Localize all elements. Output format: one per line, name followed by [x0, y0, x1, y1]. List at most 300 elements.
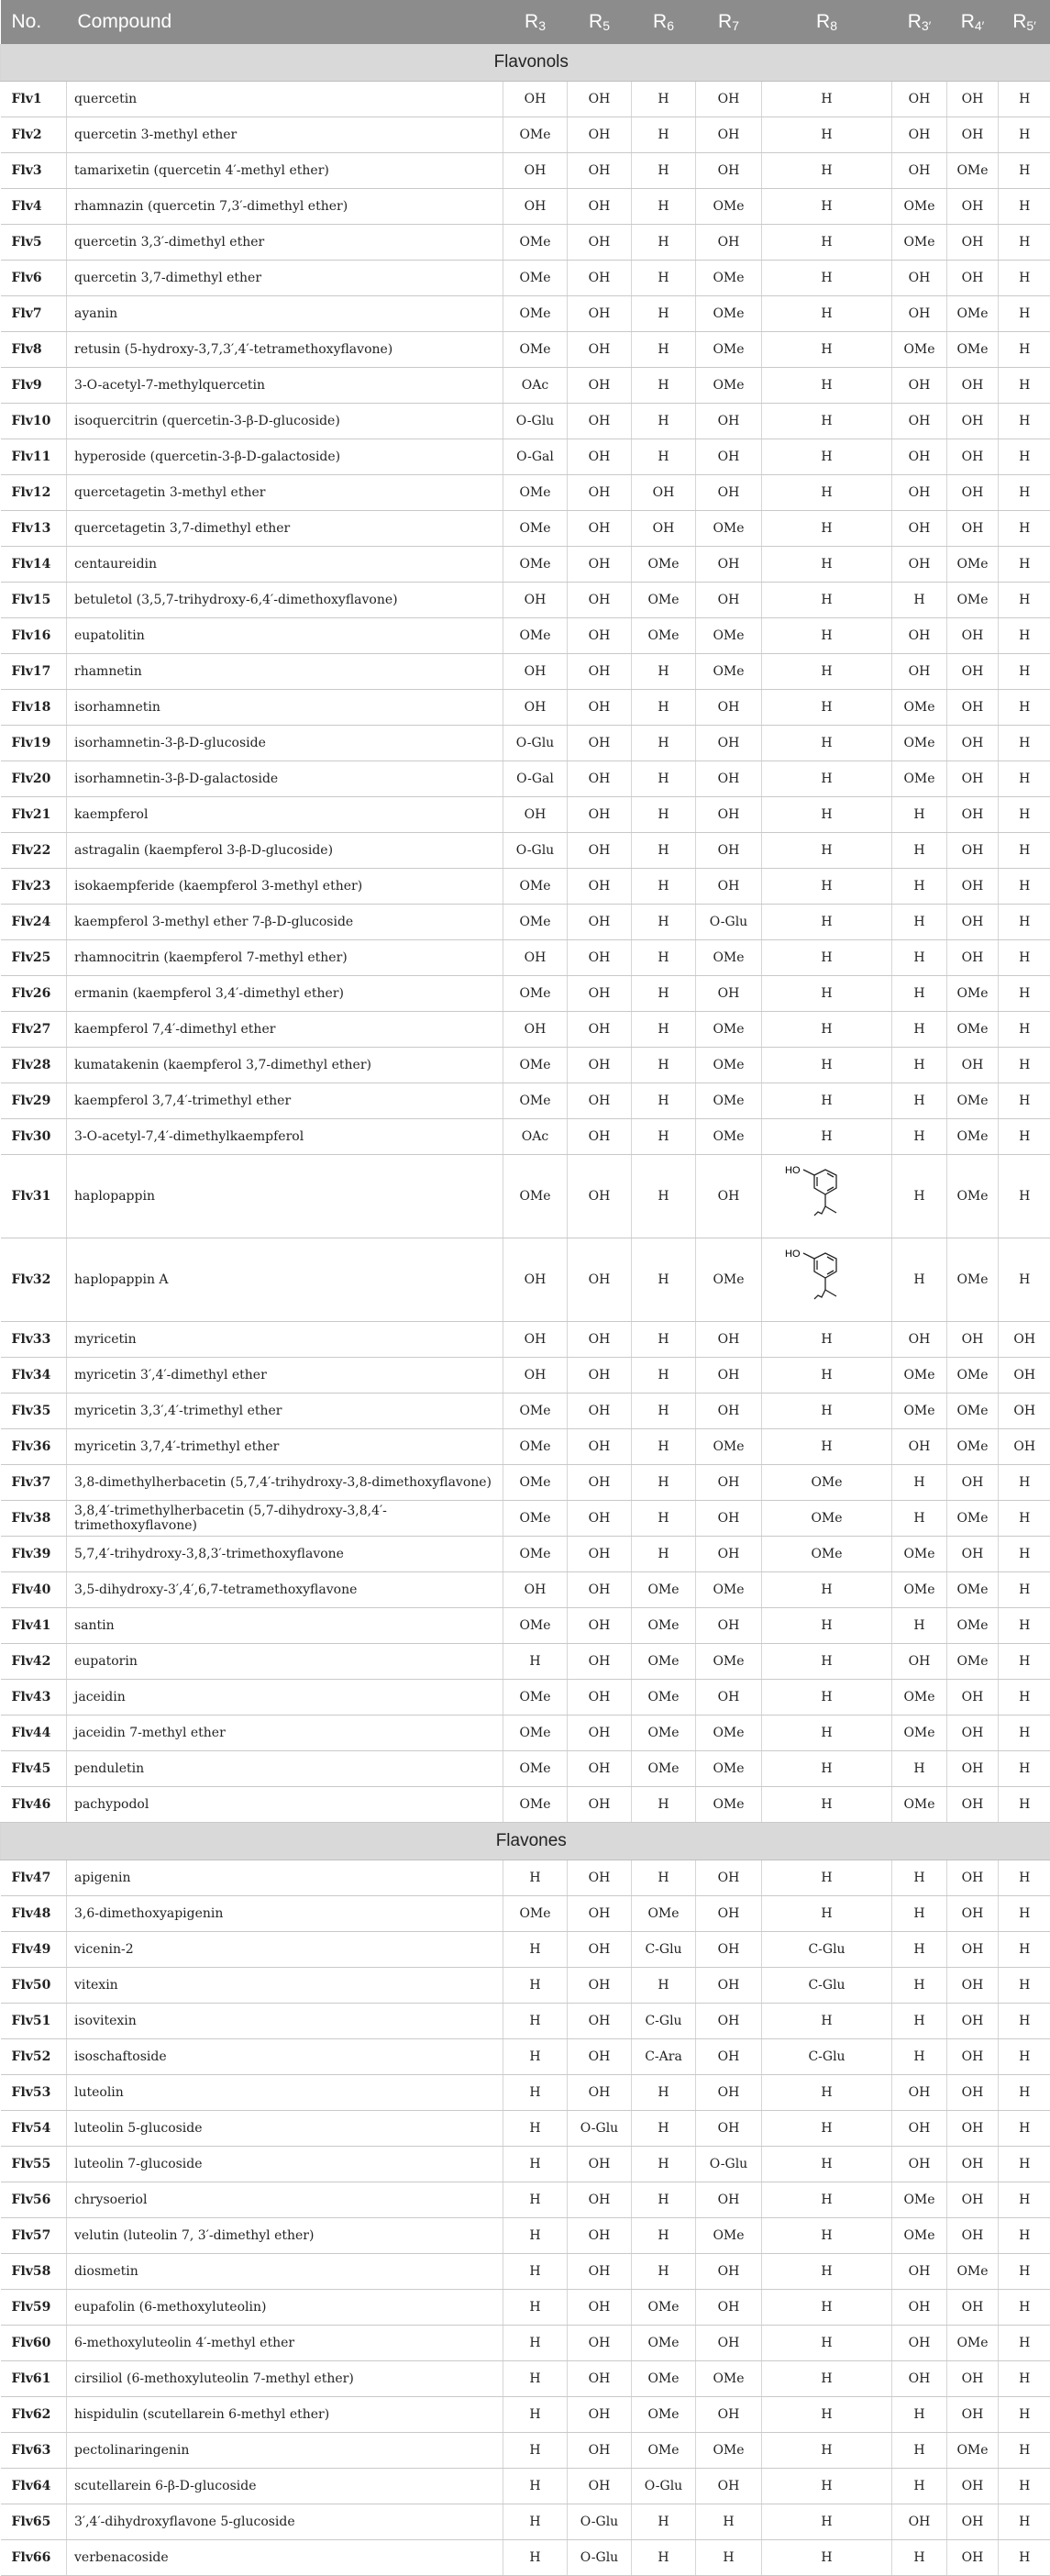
r3p-value: H: [892, 1751, 947, 1787]
r3p-value: OMe: [892, 1537, 947, 1572]
r3p-value: OH: [892, 2361, 947, 2397]
compound-name: 3,5-dihydroxy-3′,4′,6,7-tetramethoxyflavone: [67, 1572, 503, 1608]
r5-value: OH: [568, 2361, 632, 2397]
compound-name: 5,7,4′-trihydroxy-3,8,3′-trimethoxyflavone: [67, 1537, 503, 1572]
compound-id: Flv29: [1, 1083, 67, 1119]
r5-value: OH: [568, 2254, 632, 2290]
r6-value: O-Glu: [632, 2469, 696, 2504]
r5-value: OH: [568, 1358, 632, 1393]
compound-name: hispidulin (scutellarein 6-methyl ether): [67, 2397, 503, 2433]
compound-id: Flv2: [1, 117, 67, 153]
table-row: [1, 2075, 1050, 2111]
table-row: [1, 404, 1050, 439]
r4p-value: OH: [947, 2111, 999, 2147]
r5p-value: H: [999, 1465, 1050, 1501]
r3p-value: OMe: [892, 2218, 947, 2254]
r6-value: H: [632, 404, 696, 439]
r6-value: H: [632, 2182, 696, 2218]
table-row: [1, 2218, 1050, 2254]
r7-value: OMe: [696, 1715, 762, 1751]
r8-value: H: [762, 1608, 892, 1644]
structure-ho-label: HO: [785, 1165, 801, 1176]
compound-id: Flv60: [1, 2326, 67, 2361]
compound-name: haplopappin A: [67, 1238, 503, 1322]
compound-id: Flv34: [1, 1358, 67, 1393]
r4p-value: OMe: [947, 1644, 999, 1680]
r5p-value: H: [999, 1968, 1050, 2004]
r5p-value: H: [999, 1680, 1050, 1715]
r8-value: H: [762, 225, 892, 261]
r3p-value: OH: [892, 2075, 947, 2111]
r7-value: OH: [696, 2075, 762, 2111]
r3-value: H: [503, 2504, 568, 2540]
r6-value: OMe: [632, 1751, 696, 1787]
compound-name: quercetagetin 3-methyl ether: [67, 475, 503, 511]
r4p-value: OH: [947, 82, 999, 117]
r6-value: H: [632, 1048, 696, 1083]
r8-value: OMe: [762, 1465, 892, 1501]
table-row: [1, 1537, 1050, 1572]
r4p-value: OH: [947, 189, 999, 225]
table-row: [1, 654, 1050, 690]
r4p-value: OH: [947, 797, 999, 833]
r5-value: OH: [568, 797, 632, 833]
table-row: [1, 905, 1050, 940]
compound-id: Flv57: [1, 2218, 67, 2254]
table-row: [1, 1155, 1050, 1238]
r5-value: OH: [568, 690, 632, 726]
compound-id: Flv36: [1, 1429, 67, 1465]
r3-value: OMe: [503, 1537, 568, 1572]
structure-bond: [814, 1290, 825, 1299]
r3p-value: OMe: [892, 2182, 947, 2218]
r8-value: H: [762, 2182, 892, 2218]
table-row: [1, 2111, 1050, 2147]
r7-value: OH: [696, 439, 762, 475]
compound-id: Flv20: [1, 761, 67, 797]
compound-name: quercetin 3,7-dimethyl ether: [67, 261, 503, 296]
compound-name: kaempferol 3-methyl ether 7-β-D-glucoside: [67, 905, 503, 940]
r5-value: OH: [568, 2397, 632, 2433]
r3-value: H: [503, 1968, 568, 2004]
r7-value: OH: [696, 1155, 762, 1238]
r7-value: OH: [696, 1932, 762, 1968]
r5p-value: H: [999, 2111, 1050, 2147]
r8-value: H: [762, 654, 892, 690]
r3p-value: OMe: [892, 761, 947, 797]
compound-id: Flv31: [1, 1155, 67, 1238]
r5-value: OH: [568, 189, 632, 225]
compound-id: Flv35: [1, 1393, 67, 1429]
r4p-value: OH: [947, 2075, 999, 2111]
r5p-value: OH: [999, 1393, 1050, 1429]
header-r3: $R_3$: [503, 0, 568, 44]
r3p-value: H: [892, 1465, 947, 1501]
compound-id: Flv22: [1, 833, 67, 869]
r8-value: H: [762, 1572, 892, 1608]
r3-value: OMe: [503, 1083, 568, 1119]
r3-value: OMe: [503, 1896, 568, 1932]
r4p-value: OH: [947, 439, 999, 475]
structure-bond: [803, 1253, 814, 1259]
r5p-value: H: [999, 1608, 1050, 1644]
r7-value: OMe: [696, 1083, 762, 1119]
r4p-value: OH: [947, 1896, 999, 1932]
r6-value: H: [632, 905, 696, 940]
r5-value: OH: [568, 1751, 632, 1787]
table-row: [1, 869, 1050, 905]
compound-name: 6-methoxyluteolin 4′-methyl ether: [67, 2326, 503, 2361]
compound-id: Flv51: [1, 2004, 67, 2039]
r7-value: H: [696, 2504, 762, 2540]
r3p-value: OH: [892, 2254, 947, 2290]
r8-value: H: [762, 726, 892, 761]
r5p-value: H: [999, 618, 1050, 654]
structure-bond: [803, 1170, 814, 1175]
compound-id: Flv66: [1, 2540, 67, 2576]
r3p-value: H: [892, 1155, 947, 1238]
r7-value: OMe: [696, 1572, 762, 1608]
compound-name: isokaempferide (kaempferol 3-methyl ether): [67, 869, 503, 905]
compound-name: 3,6-dimethoxyapigenin: [67, 1896, 503, 1932]
r3p-value: OH: [892, 511, 947, 547]
r5-value: OH: [568, 1860, 632, 1896]
r4p-value: OH: [947, 261, 999, 296]
r6-value: H: [632, 1968, 696, 2004]
r3-value: H: [503, 2326, 568, 2361]
r3-value: H: [503, 2433, 568, 2469]
section-title: Flavonols: [1, 44, 1050, 82]
r8-value: H: [762, 976, 892, 1012]
r5-value: OH: [568, 511, 632, 547]
compound-id: Flv32: [1, 1238, 67, 1322]
r3-value: H: [503, 1860, 568, 1896]
r3p-value: H: [892, 905, 947, 940]
r5p-value: H: [999, 1537, 1050, 1572]
compound-id: Flv38: [1, 1501, 67, 1537]
r4p-value: OH: [947, 2290, 999, 2326]
compound-id: Flv1: [1, 82, 67, 117]
table-row: [1, 1012, 1050, 1048]
r6-value: OMe: [632, 583, 696, 618]
r6-value: OMe: [632, 2326, 696, 2361]
r4p-value: OH: [947, 1932, 999, 1968]
hydroxyphenyl-ethyl-structure: [781, 1242, 873, 1314]
r5p-value: H: [999, 1083, 1050, 1119]
header-r6: $R_6$: [632, 0, 696, 44]
r6-value: OH: [632, 511, 696, 547]
r8-value: H: [762, 905, 892, 940]
r3-value: H: [503, 2254, 568, 2290]
r4p-value: OH: [947, 1322, 999, 1358]
r8-value: H: [762, 2433, 892, 2469]
r8-value: H: [762, 2147, 892, 2182]
r5-value: OH: [568, 1393, 632, 1429]
r6-value: OMe: [632, 1608, 696, 1644]
r8-value: H: [762, 1715, 892, 1751]
r4p-value: OH: [947, 2504, 999, 2540]
r8-value: H: [762, 82, 892, 117]
r7-value: OH: [696, 1537, 762, 1572]
r5p-value: H: [999, 475, 1050, 511]
header-r8: $R_8$: [762, 0, 892, 44]
r5-value: OH: [568, 2182, 632, 2218]
table-row: [1, 1644, 1050, 1680]
r3-value: OMe: [503, 511, 568, 547]
r8-value: C-Glu: [762, 1968, 892, 2004]
r3-value: OMe: [503, 117, 568, 153]
compound-name: 3,8-dimethylherbacetin (5,7,4′-trihydroxy-3,8-dimethoxyflavone): [67, 1465, 503, 1501]
r8-value: H: [762, 2111, 892, 2147]
r5p-value: H: [999, 1932, 1050, 1968]
r4p-value: OH: [947, 2039, 999, 2075]
compound-id: Flv30: [1, 1119, 67, 1155]
compound-name: quercetin 3-methyl ether: [67, 117, 503, 153]
r6-value: H: [632, 797, 696, 833]
r8-value: H: [762, 1083, 892, 1119]
r6-value: H: [632, 368, 696, 404]
r3-value: OMe: [503, 1501, 568, 1537]
r4p-value: OH: [947, 1048, 999, 1083]
r3-value: OMe: [503, 905, 568, 940]
r3p-value: H: [892, 2469, 947, 2504]
r8-value: H: [762, 547, 892, 583]
r4p-value: OH: [947, 2218, 999, 2254]
compound-id: Flv44: [1, 1715, 67, 1751]
r7-value: OH: [696, 2469, 762, 2504]
r8-value: H: [762, 332, 892, 368]
r6-value: H: [632, 726, 696, 761]
r3-value: OAc: [503, 368, 568, 404]
r6-value: H: [632, 225, 696, 261]
r3-value: OMe: [503, 1048, 568, 1083]
r8-value: [762, 1155, 892, 1238]
r4p-value: OH: [947, 511, 999, 547]
r4p-value: OMe: [947, 1119, 999, 1155]
r6-value: H: [632, 654, 696, 690]
r3p-value: OMe: [892, 1715, 947, 1751]
r5-value: OH: [568, 905, 632, 940]
compound-name: quercetagetin 3,7-dimethyl ether: [67, 511, 503, 547]
r3p-value: OMe: [892, 1358, 947, 1393]
r3-value: OMe: [503, 976, 568, 1012]
r8-value: H: [762, 189, 892, 225]
r8-value: H: [762, 2361, 892, 2397]
r6-value: H: [632, 940, 696, 976]
r4p-value: OH: [947, 475, 999, 511]
r5-value: OH: [568, 1083, 632, 1119]
r5p-value: OH: [999, 1358, 1050, 1393]
r3p-value: OH: [892, 1644, 947, 1680]
r7-value: OH: [696, 869, 762, 905]
table-row: [1, 1715, 1050, 1751]
r3p-value: OH: [892, 654, 947, 690]
header-r5p: $R_{5'}$: [999, 0, 1050, 44]
compound-id: Flv50: [1, 1968, 67, 2004]
compound-id: Flv41: [1, 1608, 67, 1644]
compound-id: Flv65: [1, 2504, 67, 2540]
table-row: [1, 2254, 1050, 2290]
r3-value: H: [503, 1932, 568, 1968]
r8-value: H: [762, 1358, 892, 1393]
r6-value: OMe: [632, 1680, 696, 1715]
r8-value: H: [762, 1322, 892, 1358]
r5p-value: H: [999, 1119, 1050, 1155]
r5p-value: H: [999, 2397, 1050, 2433]
r5-value: OH: [568, 547, 632, 583]
compound-name: kaempferol: [67, 797, 503, 833]
compound-id: Flv40: [1, 1572, 67, 1608]
r5-value: OH: [568, 2075, 632, 2111]
r3p-value: H: [892, 797, 947, 833]
table-row: [1, 1680, 1050, 1715]
r3-value: H: [503, 2147, 568, 2182]
r5p-value: H: [999, 225, 1050, 261]
r5p-value: H: [999, 1644, 1050, 1680]
r8-value: H: [762, 153, 892, 189]
r3p-value: OMe: [892, 225, 947, 261]
r6-value: OMe: [632, 2397, 696, 2433]
r5p-value: H: [999, 547, 1050, 583]
r6-value: H: [632, 1238, 696, 1322]
structure-bond: [825, 1290, 836, 1296]
r4p-value: OH: [947, 225, 999, 261]
hydroxyphenyl-ethyl-structure: [781, 1159, 873, 1230]
r4p-value: OMe: [947, 976, 999, 1012]
r6-value: OMe: [632, 1715, 696, 1751]
r6-value: H: [632, 82, 696, 117]
r8-value: H: [762, 475, 892, 511]
r5p-value: H: [999, 2254, 1050, 2290]
r3p-value: H: [892, 1896, 947, 1932]
r3-value: H: [503, 2218, 568, 2254]
r3p-value: OH: [892, 261, 947, 296]
r7-value: OMe: [696, 1644, 762, 1680]
r8-value: H: [762, 1896, 892, 1932]
compound-id: Flv9: [1, 368, 67, 404]
table-row: [1, 2004, 1050, 2039]
table-row: [1, 225, 1050, 261]
r5p-value: H: [999, 1896, 1050, 1932]
r8-value: H: [762, 1429, 892, 1465]
header-no: No.: [1, 0, 67, 44]
r7-value: OH: [696, 2182, 762, 2218]
r3p-value: OH: [892, 475, 947, 511]
header-r3p: $R_{3'}$: [892, 0, 947, 44]
r3p-value: H: [892, 583, 947, 618]
r4p-value: OH: [947, 1968, 999, 2004]
compound-id: Flv4: [1, 189, 67, 225]
r5-value: OH: [568, 2326, 632, 2361]
r5p-value: H: [999, 296, 1050, 332]
r4p-value: OMe: [947, 1358, 999, 1393]
r6-value: H: [632, 1429, 696, 1465]
r6-value: H: [632, 332, 696, 368]
r3p-value: OH: [892, 618, 947, 654]
compound-name: luteolin 7-glucoside: [67, 2147, 503, 2182]
compound-id: Flv55: [1, 2147, 67, 2182]
r7-value: OH: [696, 2326, 762, 2361]
r5-value: OH: [568, 1537, 632, 1572]
r6-value: H: [632, 1537, 696, 1572]
table-row: [1, 833, 1050, 869]
compound-name: kumatakenin (kaempferol 3,7-dimethyl ether): [67, 1048, 503, 1083]
table-row: [1, 368, 1050, 404]
r5p-value: H: [999, 2326, 1050, 2361]
r8-value: H: [762, 1860, 892, 1896]
compound-name: vitexin: [67, 1968, 503, 2004]
r6-value: H: [632, 690, 696, 726]
r5-value: OH: [568, 153, 632, 189]
header-r5: $R_5$: [568, 0, 632, 44]
r6-value: H: [632, 2504, 696, 2540]
compound-id: Flv15: [1, 583, 67, 618]
r8-value: H: [762, 368, 892, 404]
r4p-value: OMe: [947, 1012, 999, 1048]
r6-value: H: [632, 1322, 696, 1358]
r3-value: OMe: [503, 296, 568, 332]
r5-value: OH: [568, 404, 632, 439]
compound-name: rhamnetin: [67, 654, 503, 690]
r8-value: H: [762, 1751, 892, 1787]
r8-value: H: [762, 404, 892, 439]
r7-value: OMe: [696, 2361, 762, 2397]
r6-value: H: [632, 761, 696, 797]
r4p-value: OH: [947, 2469, 999, 2504]
compound-id: Flv52: [1, 2039, 67, 2075]
compound-name: isorhamnetin-3-β-D-glucoside: [67, 726, 503, 761]
r5-value: OH: [568, 2469, 632, 2504]
r5p-value: H: [999, 2504, 1050, 2540]
r5-value: OH: [568, 869, 632, 905]
r3-value: OMe: [503, 475, 568, 511]
r7-value: OMe: [696, 261, 762, 296]
r3-value: H: [503, 2361, 568, 2397]
table-row: [1, 1322, 1050, 1358]
r5-value: OH: [568, 261, 632, 296]
r5p-value: H: [999, 404, 1050, 439]
table-row: [1, 547, 1050, 583]
r5p-value: H: [999, 1787, 1050, 1823]
r5-value: OH: [568, 225, 632, 261]
compound-id: Flv48: [1, 1896, 67, 1932]
r3p-value: OH: [892, 2290, 947, 2326]
r3p-value: OH: [892, 368, 947, 404]
table-row: [1, 1238, 1050, 1322]
r3p-value: OMe: [892, 189, 947, 225]
r6-value: H: [632, 439, 696, 475]
r3-value: OH: [503, 690, 568, 726]
r5p-value: OH: [999, 1322, 1050, 1358]
r6-value: H: [632, 1465, 696, 1501]
r3-value: H: [503, 2111, 568, 2147]
r8-value: H: [762, 583, 892, 618]
r3p-value: OH: [892, 2147, 947, 2182]
r5-value: OH: [568, 1012, 632, 1048]
compound-name: kaempferol 7,4′-dimethyl ether: [67, 1012, 503, 1048]
r7-value: OH: [696, 1608, 762, 1644]
compound-id: Flv7: [1, 296, 67, 332]
compound-name: 3′,4′-dihydroxyflavone 5-glucoside: [67, 2504, 503, 2540]
compound-id: Flv42: [1, 1644, 67, 1680]
r5p-value: H: [999, 1012, 1050, 1048]
table-row: [1, 153, 1050, 189]
r7-value: OH: [696, 1968, 762, 2004]
table-row: [1, 2540, 1050, 2576]
r7-value: OH: [696, 2290, 762, 2326]
r5p-value: H: [999, 1751, 1050, 1787]
compound-id: Flv6: [1, 261, 67, 296]
